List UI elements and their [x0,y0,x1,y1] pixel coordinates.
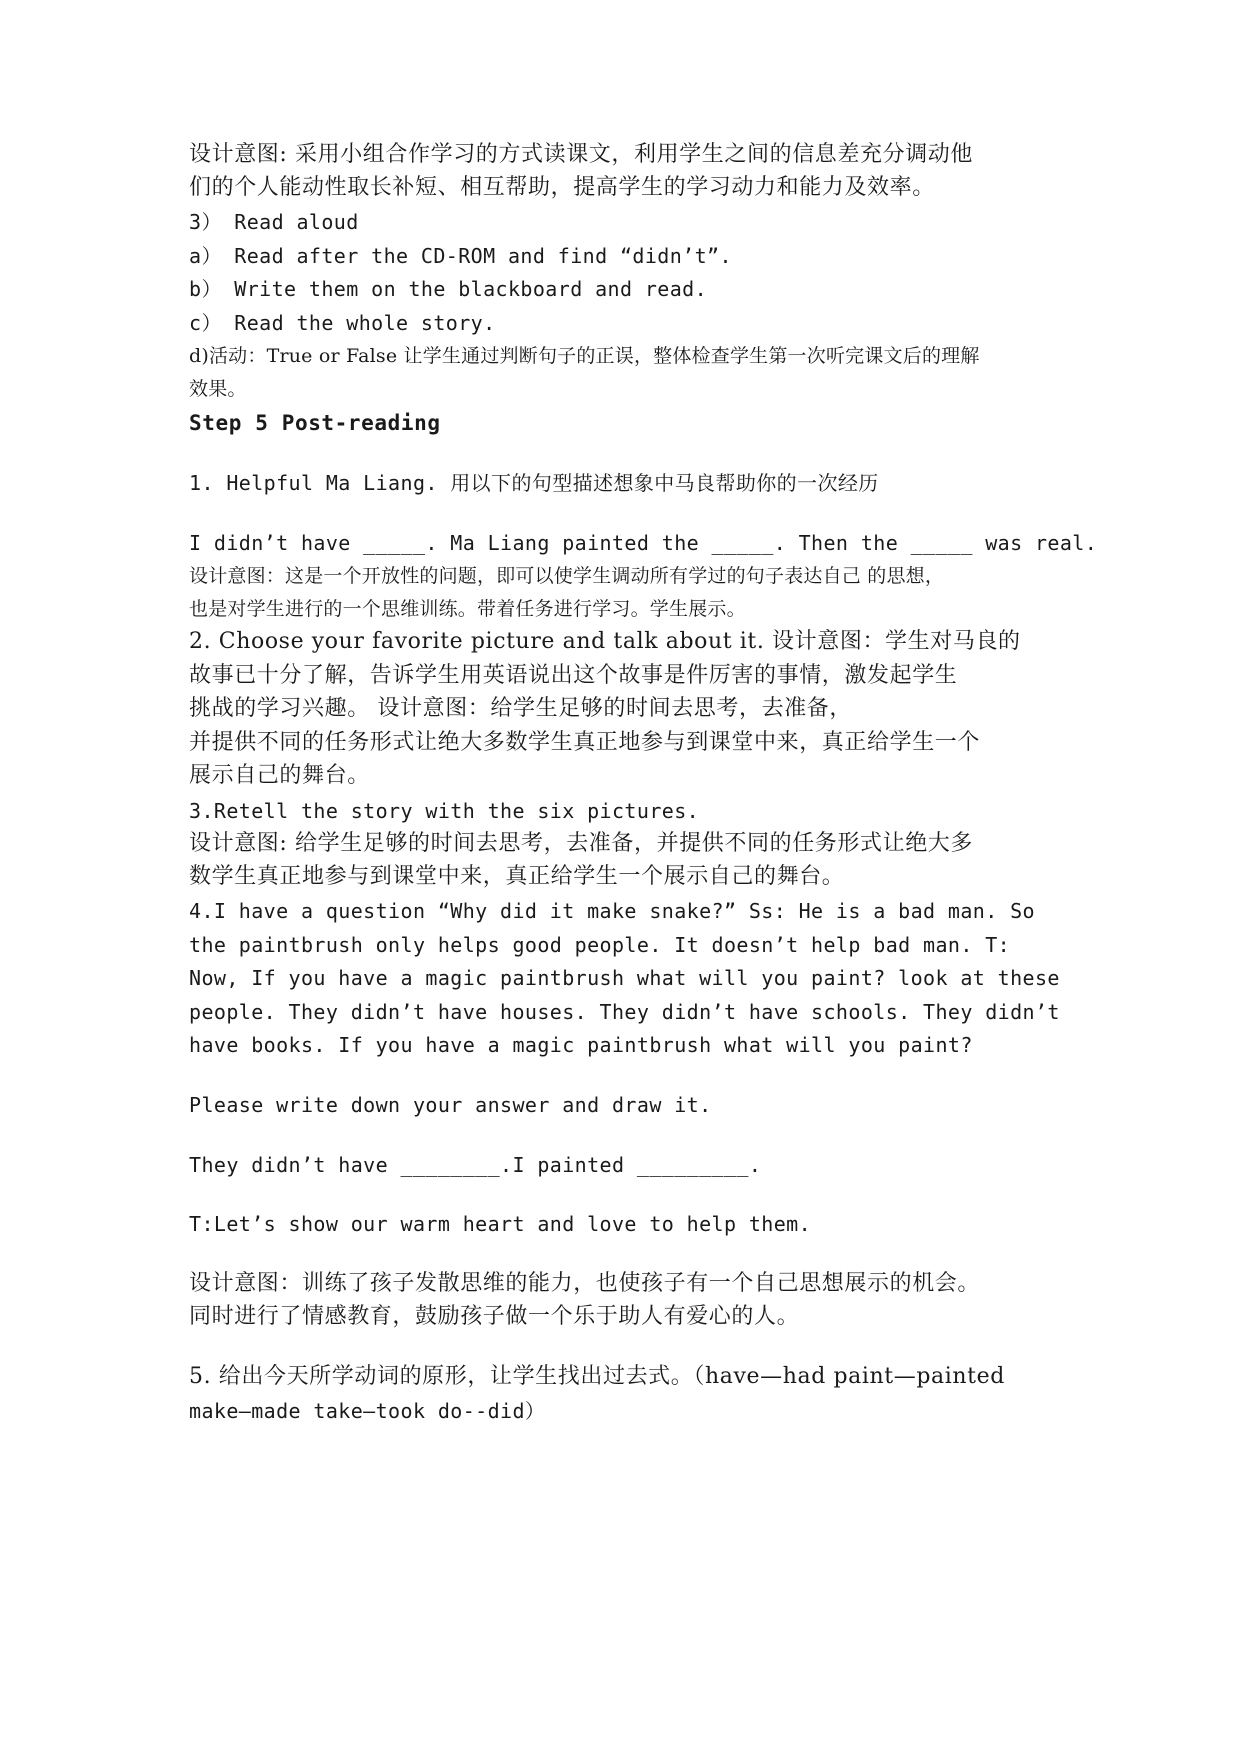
paragraph-line: 设计意图: 给学生足够的时间去思考，去准备，并提供不同的任务形式让绝大多 [189,831,974,856]
paragraph-line: They didn’t have ________.I painted _________. [189,1153,762,1177]
paragraph-line: b） Write them on the blackboard and read. [189,277,708,301]
paragraph-line: 数学生真正地参与到课堂中来，真正给学生一个展示自己的舞台。 [189,864,845,889]
paragraph-line: T:Let’s show our warm heart and love to help them. [189,1212,812,1236]
paragraph-line: 1. Helpful Ma Liang. 用以下的句型描述想象中马良帮助你的一次经历 [189,471,879,495]
paragraph-line: Please write down your answer and draw it. [189,1093,712,1117]
paragraph-line: a） Read after the CD-ROM and find “didn’t”. [189,244,732,268]
paragraph-line: 并提供不同的任务形式让绝大多数学生真正地参与到课堂中来，真正给学生一个 [189,730,981,755]
paragraph-line: 设计意图: 采用小组合作学习的方式读课文，利用学生之间的信息差充分调动他 [189,142,974,167]
paragraph-line: 2. Choose your favorite picture and talk about it. 设计意图：学生对马良的 [189,629,1021,654]
paragraph-line: 们的个人能动性取长补短、相互帮助，提高学生的学习动力和能力及效率。 [189,175,935,200]
paragraph-line: people. They didn’t have houses. They didn’t have schools. They didn’t [189,1000,1060,1024]
paragraph-line: make—made take—took do--did） [189,1399,546,1423]
paragraph-line: 设计意图：训练了孩子发散思维的能力，也使孩子有一个自己思想展示的机会。 [189,1271,981,1296]
paragraph-line: 3.Retell the story with the six pictures. [189,799,700,823]
paragraph-line: 也是对学生进行的一个思维训练。带着任务进行学习。学生展示。 [189,598,746,620]
paragraph-line: 同时进行了情感教育，鼓励孩子做一个乐于助人有爱心的人。 [189,1304,800,1329]
paragraph-line: d)活动：True or False 让学生通过判断句子的正误，整体检查学生第一次听完课文后的理解 [189,345,980,367]
paragraph-line: 效果。 [189,378,247,400]
paragraph-line: I didn’t have _____. Ma Liang painted the _____. Then the _____ was real. [189,531,1098,555]
paragraph-line: 3） Read aloud [189,210,359,234]
paragraph-line: 5. 给出今天所学动词的原形，让学生找出过去式。（have—had paint—painted [189,1364,1005,1389]
section-heading: Step 5 Post-reading [189,411,441,435]
paragraph-line: 展示自己的舞台。 [189,763,370,788]
paragraph-line: c） Read the whole story. [189,311,496,335]
paragraph-line: 设计意图：这是一个开放性的问题，即可以使学生调动所有学过的句子表达自己 的思想， [189,565,945,587]
paragraph-line: 故事已十分了解，告诉学生用英语说出这个故事是件厉害的事情，激发起学生 [189,663,958,688]
paragraph-line: 挑战的学习兴趣。 设计意图：给学生足够的时间去思考，去准备， [189,696,852,721]
paragraph-line: Now, If you have a magic paintbrush what will you paint? look at these [189,966,1060,990]
paragraph-line: have books. If you have a magic paintbrush what will you paint? [189,1033,973,1057]
paragraph-line: the paintbrush only helps good people. It doesn’t help bad man. T: [189,933,1011,957]
paragraph-line: 4.I have a question “Why did it make snake?” Ss: He is a bad man. So [189,899,1035,923]
